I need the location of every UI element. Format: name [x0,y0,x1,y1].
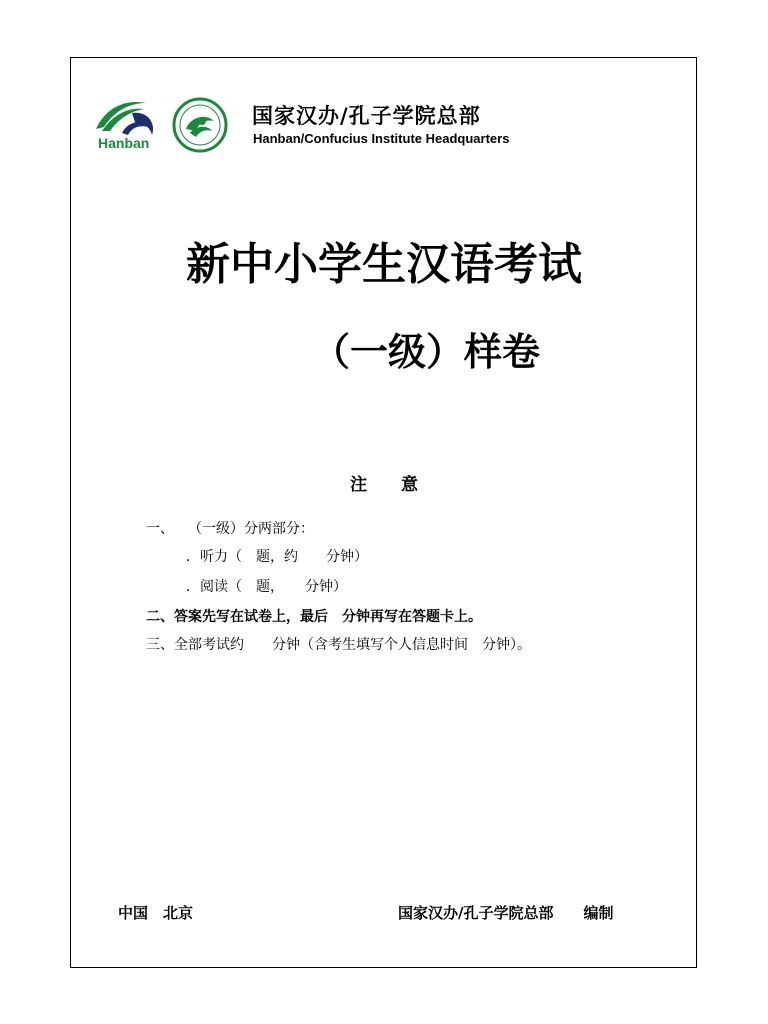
notice-item-3: 三、全部考试约 分钟（含考生填写个人信息时间 分钟）。 [146,637,531,653]
notice-item-listening: ．听力（ 题，约 分钟） [186,549,368,565]
exam-title: 新中小学生汉语考试 [186,239,582,290]
organization-name-chinese: 国家汉办/孔子学院总部 [252,104,481,128]
page-border [70,57,697,968]
notice-heading: 注 意 [350,475,418,495]
hanban-logo [92,97,162,152]
notice-item-2: 二、答案先写在试卷上，最后 分钟再写在答题卡上。 [146,609,482,625]
hanban-logo-text: Hanban [98,135,150,151]
footer-location: 中国 北京 [118,904,194,922]
footer-compiler: 国家汉办/孔子学院总部 编制 [398,904,614,922]
notice-item-reading: ．阅读（ 题， 分钟） [186,579,347,595]
notice-item-1: 一、 （一级）分两部分： [146,521,314,537]
confucius-institute-logo [172,97,228,153]
exam-subtitle: （一级）样卷 [312,330,541,374]
organization-name-english: Hanban/Confucius Institute Headquarters [253,131,510,146]
